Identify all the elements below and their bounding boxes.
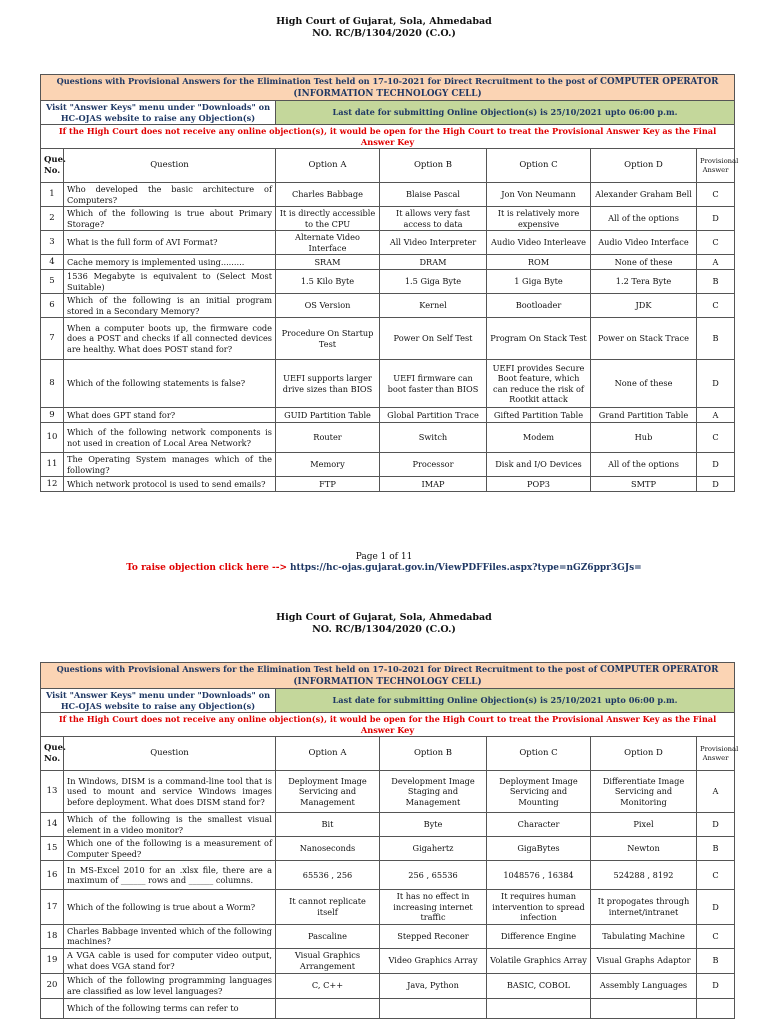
raise-objection-text: To raise objection click here -->	[126, 563, 288, 573]
option-a: Charles Babbage	[276, 183, 380, 207]
question-number: 13	[41, 771, 64, 813]
option-c: Deployment Image Servicing and Mounting	[487, 771, 591, 813]
col-header-option-d: Option D	[591, 737, 697, 771]
provisional-answer: C	[697, 183, 735, 207]
question-row	[41, 360, 735, 408]
option-b: 256 , 65536	[380, 861, 487, 890]
question-row	[41, 255, 735, 270]
option-c: Jon Von Neumann	[487, 183, 591, 207]
question-number: 9	[41, 408, 64, 423]
provisional-answer: D	[697, 973, 735, 998]
question-row	[41, 294, 735, 318]
exam-title-banner	[41, 663, 735, 689]
option-d: Visual Graphs Adaptor	[591, 948, 697, 973]
col-header-question: Question	[64, 737, 276, 771]
col-header-option-b: Option B	[380, 149, 487, 183]
option-a: 65536 , 256	[276, 861, 380, 890]
column-header-row	[41, 737, 735, 771]
option-c: ROM	[487, 255, 591, 270]
question-number: 6	[41, 294, 64, 318]
col-header-option-b: Option B	[380, 737, 487, 771]
provisional-answer: A	[697, 771, 735, 813]
col-header-option-c: Option C	[487, 737, 591, 771]
question-number: 19	[41, 948, 64, 973]
question-row	[41, 924, 735, 948]
option-d: Hub	[591, 423, 697, 453]
option-c: POP3	[487, 477, 591, 492]
option-a: UEFI supports larger drive sizes than BIOS	[276, 360, 380, 408]
provisional-answer: D	[697, 477, 735, 492]
option-b: 1.5 Giga Byte	[380, 270, 487, 294]
option-a: Pascaline	[276, 924, 380, 948]
option-d: Audio Video Interface	[591, 231, 697, 255]
option-c: GigaBytes	[487, 837, 591, 861]
provisional-answer: A	[697, 255, 735, 270]
col-header-qno: Que. No.	[41, 149, 64, 183]
option-a: 1.5 Kilo Byte	[276, 270, 380, 294]
question-row	[41, 318, 735, 360]
page-header	[0, 0, 768, 40]
option-d: JDK	[591, 294, 697, 318]
option-c: UEFI provides Secure Boot feature, which can reduce the risk of Rootkit attack	[487, 360, 591, 408]
question-number: 14	[41, 813, 64, 837]
option-a: SRAM	[276, 255, 380, 270]
answer-key-table-page2	[40, 662, 739, 1019]
option-a: Nanoseconds	[276, 837, 380, 861]
option-c: 1048576 , 16384	[487, 861, 591, 890]
question-row	[41, 183, 735, 207]
option-d: All of the options	[591, 207, 697, 231]
court-name: High Court of Gujarat, Sola, Ahmedabad	[276, 612, 492, 623]
exam-title-prefix: Questions with Provisional Answers for the Elimination Test held on 17-10-2021 for Direct Recruitment to the post of	[56, 76, 598, 86]
question-row	[41, 231, 735, 255]
option-d: Assembly Languages	[591, 973, 697, 998]
question-row	[41, 813, 735, 837]
visit-answer-keys-note: Visit "Answer Keys" menu under "Downloads" on HC-OJAS website to raise any Objection(s)	[41, 689, 276, 713]
option-a: Deployment Image Servicing and Management	[276, 771, 380, 813]
question-row	[41, 771, 735, 813]
option-b: All Video Interpreter	[380, 231, 487, 255]
option-a: It is directly accessible to the CPU	[276, 207, 380, 231]
option-a: Router	[276, 423, 380, 453]
option-c: Audio Video Interleave	[487, 231, 591, 255]
question-row	[41, 890, 735, 925]
question-row	[41, 477, 735, 492]
question-text: Which one of the following is a measurement of Computer Speed?	[64, 837, 276, 861]
col-header-option-c: Option C	[487, 149, 591, 183]
option-c: It requires human intervention to spread infection	[487, 890, 591, 925]
question-text: Which of the following is the smallest visual element in a video monitor?	[64, 813, 276, 837]
col-header-option-a: Option A	[276, 149, 380, 183]
col-header-qno: Que. No.	[41, 737, 64, 771]
reference-number: NO. RC/B/1304/2020 (C.O.)	[312, 28, 456, 39]
question-text: Which of the following programming languages are classified as low level languages?	[64, 973, 276, 998]
option-d: It propogates through internet/intranet	[591, 890, 697, 925]
option-b: It allows very fast access to data	[380, 207, 487, 231]
provisional-answer: B	[697, 948, 735, 973]
option-d: SMTP	[591, 477, 697, 492]
question-row	[41, 408, 735, 423]
option-b: Power On Self Test	[380, 318, 487, 360]
question-row	[41, 207, 735, 231]
option-b: Kernel	[380, 294, 487, 318]
option-d: Newton	[591, 837, 697, 861]
question-number: 20	[41, 973, 64, 998]
question-row	[41, 861, 735, 890]
provisional-answer: B	[697, 837, 735, 861]
provisional-answer: C	[697, 861, 735, 890]
col-header-option-d: Option D	[591, 149, 697, 183]
question-number: 4	[41, 255, 64, 270]
question-row	[41, 837, 735, 861]
option-a: GUID Partition Table	[276, 408, 380, 423]
option-c: Disk and I/O Devices	[487, 453, 591, 477]
question-text: When a computer boots up, the firmware code does a POST and checks if all connected devices are healthy. What does POST stand for?	[64, 318, 276, 360]
option-b: It has no effect in increasing internet traffic	[380, 890, 487, 925]
question-number: 12	[41, 477, 64, 492]
exam-post-name: COMPUTER OPERATOR (INFORMATION TECHNOLOGY CELL)	[293, 77, 719, 99]
option-b: IMAP	[380, 477, 487, 492]
option-c: Difference Engine	[487, 924, 591, 948]
option-c: Gifted Partition Table	[487, 408, 591, 423]
question-number: 10	[41, 423, 64, 453]
question-number	[41, 998, 64, 1018]
option-c: Program On Stack Test	[487, 318, 591, 360]
option-a: Procedure On Startup Test	[276, 318, 380, 360]
option-a: Visual Graphics Arrangement	[276, 948, 380, 973]
option-d: Power on Stack Trace	[591, 318, 697, 360]
provisional-answer: D	[697, 890, 735, 925]
question-number: 15	[41, 837, 64, 861]
final-answer-key-warning: If the High Court does not receive any online objection(s), it would be open for the High Court to treat the Provisional Answer Key as the Final Answer Key	[41, 125, 735, 149]
question-number: 18	[41, 924, 64, 948]
question-text: Which of the following statements is false?	[64, 360, 276, 408]
question-row	[41, 453, 735, 477]
question-text: In Windows, DISM is a command-line tool that is used to mount and service Windows images before deployment. What does DISM stand for?	[64, 771, 276, 813]
option-c: Character	[487, 813, 591, 837]
page-number: Page 1 of 11	[355, 552, 413, 562]
provisional-answer: B	[697, 270, 735, 294]
option-a: OS Version	[276, 294, 380, 318]
exam-title-prefix: Questions with Provisional Answers for the Elimination Test held on 17-10-2021 for Direct Recruitment to the post of	[56, 664, 598, 674]
question-text: Charles Babbage invented which of the following machines?	[64, 924, 276, 948]
question-number: 11	[41, 453, 64, 477]
court-name: High Court of Gujarat, Sola, Ahmedabad	[276, 16, 492, 27]
option-c: Volatile Graphics Array	[487, 948, 591, 973]
col-header-question: Question	[64, 149, 276, 183]
option-d: All of the options	[591, 453, 697, 477]
provisional-answer: D	[697, 453, 735, 477]
option-b: Byte	[380, 813, 487, 837]
question-text: 1536 Megabyte is equivalent to (Select Most Suitable)	[64, 270, 276, 294]
option-a: FTP	[276, 477, 380, 492]
provisional-answer: C	[697, 423, 735, 453]
option-b: Gigahertz	[380, 837, 487, 861]
question-number: 7	[41, 318, 64, 360]
option-c: BASIC, COBOL	[487, 973, 591, 998]
option-b: Global Partition Trace	[380, 408, 487, 423]
exam-post-name: COMPUTER OPERATOR (INFORMATION TECHNOLOGY CELL)	[293, 665, 719, 687]
provisional-answer	[697, 998, 735, 1018]
provisional-answer: C	[697, 294, 735, 318]
option-d: 1.2 Tera Byte	[591, 270, 697, 294]
option-c: 1 Giga Byte	[487, 270, 591, 294]
option-b: DRAM	[380, 255, 487, 270]
reference-number: NO. RC/B/1304/2020 (C.O.)	[312, 624, 456, 635]
option-a	[276, 998, 380, 1018]
option-b: Video Graphics Array	[380, 948, 487, 973]
question-number: 16	[41, 861, 64, 890]
option-d: None of these	[591, 255, 697, 270]
column-header-row	[41, 149, 735, 183]
question-row	[41, 270, 735, 294]
question-text: Which of the following network components is not used in creation of Local Area Network?	[64, 423, 276, 453]
col-header-answer: Provisional Answer	[697, 737, 735, 771]
question-row	[41, 973, 735, 998]
option-c: Modem	[487, 423, 591, 453]
question-text: Cache memory is implemented using.........	[64, 255, 276, 270]
option-d: 524288 , 8192	[591, 861, 697, 890]
option-a: It cannot replicate itself	[276, 890, 380, 925]
option-b: Blaise Pascal	[380, 183, 487, 207]
last-date-note: Last date for submitting Online Objection(s) is 25/10/2021 upto 06:00 p.m.	[276, 689, 735, 713]
question-number: 5	[41, 270, 64, 294]
last-date-note: Last date for submitting Online Objection(s) is 25/10/2021 upto 06:00 p.m.	[276, 101, 735, 125]
col-header-option-a: Option A	[276, 737, 380, 771]
option-d: None of these	[591, 360, 697, 408]
question-text: Which of the following is an initial program stored in a Secondary Memory?	[64, 294, 276, 318]
option-b	[380, 998, 487, 1018]
provisional-answer: C	[697, 924, 735, 948]
question-row	[41, 423, 735, 453]
visit-answer-keys-note: Visit "Answer Keys" menu under "Downloads" on HC-OJAS website to raise any Objection(s)	[41, 101, 276, 125]
question-number: 1	[41, 183, 64, 207]
question-number: 2	[41, 207, 64, 231]
provisional-answer: D	[697, 813, 735, 837]
option-b: Development Image Staging and Management	[380, 771, 487, 813]
provisional-answer: C	[697, 231, 735, 255]
question-text: Which of the following is true about Primary Storage?	[64, 207, 276, 231]
option-b: Processor	[380, 453, 487, 477]
question-text: The Operating System manages which of the following?	[64, 453, 276, 477]
question-text: Who developed the basic architecture of Computers?	[64, 183, 276, 207]
option-b: UEFI firmware can boot faster than BIOS	[380, 360, 487, 408]
question-text: Which of the following is true about a Worm?	[64, 890, 276, 925]
option-c: Bootloader	[487, 294, 591, 318]
option-d: Differentiate Image Servicing and Monitoring	[591, 771, 697, 813]
question-text: What does GPT stand for?	[64, 408, 276, 423]
provisional-answer: D	[697, 360, 735, 408]
option-d: Alexander Graham Bell	[591, 183, 697, 207]
option-c: It is relatively more expensive	[487, 207, 591, 231]
page-footer	[0, 552, 768, 574]
page-header-2	[0, 612, 768, 636]
question-number: 3	[41, 231, 64, 255]
question-text: A VGA cable is used for computer video output, what does VGA stand for?	[64, 948, 276, 973]
option-d: Tabulating Machine	[591, 924, 697, 948]
col-header-answer: Provisional Answer	[697, 149, 735, 183]
option-d	[591, 998, 697, 1018]
provisional-answer: A	[697, 408, 735, 423]
question-number: 8	[41, 360, 64, 408]
objection-link[interactable]: https://hc-ojas.gujarat.gov.in/ViewPDFFiles.aspx?type=nGZ6ppr3GJs=	[289, 563, 642, 573]
option-a: Alternate Video Interface	[276, 231, 380, 255]
question-text: What is the full form of AVI Format?	[64, 231, 276, 255]
question-text: Which network protocol is used to send emails?	[64, 477, 276, 492]
option-b: Switch	[380, 423, 487, 453]
provisional-answer: B	[697, 318, 735, 360]
option-a: Bit	[276, 813, 380, 837]
option-b: Java, Python	[380, 973, 487, 998]
exam-title-banner	[41, 75, 735, 101]
option-b: Stepped Reconer	[380, 924, 487, 948]
option-c	[487, 998, 591, 1018]
provisional-answer: D	[697, 207, 735, 231]
option-d: Pixel	[591, 813, 697, 837]
question-row	[41, 998, 735, 1018]
final-answer-key-warning: If the High Court does not receive any online objection(s), it would be open for the High Court to treat the Provisional Answer Key as the Final Answer Key	[41, 713, 735, 737]
question-number: 17	[41, 890, 64, 925]
question-text: Which of the following terms can refer to	[64, 998, 276, 1018]
option-a: C, C++	[276, 973, 380, 998]
answer-key-table-page1	[40, 74, 739, 492]
question-text: In MS-Excel 2010 for an .xlsx file, there are a maximum of ______ rows and ______ columns.	[64, 861, 276, 890]
option-a: Memory	[276, 453, 380, 477]
option-d: Grand Partition Table	[591, 408, 697, 423]
question-row	[41, 948, 735, 973]
